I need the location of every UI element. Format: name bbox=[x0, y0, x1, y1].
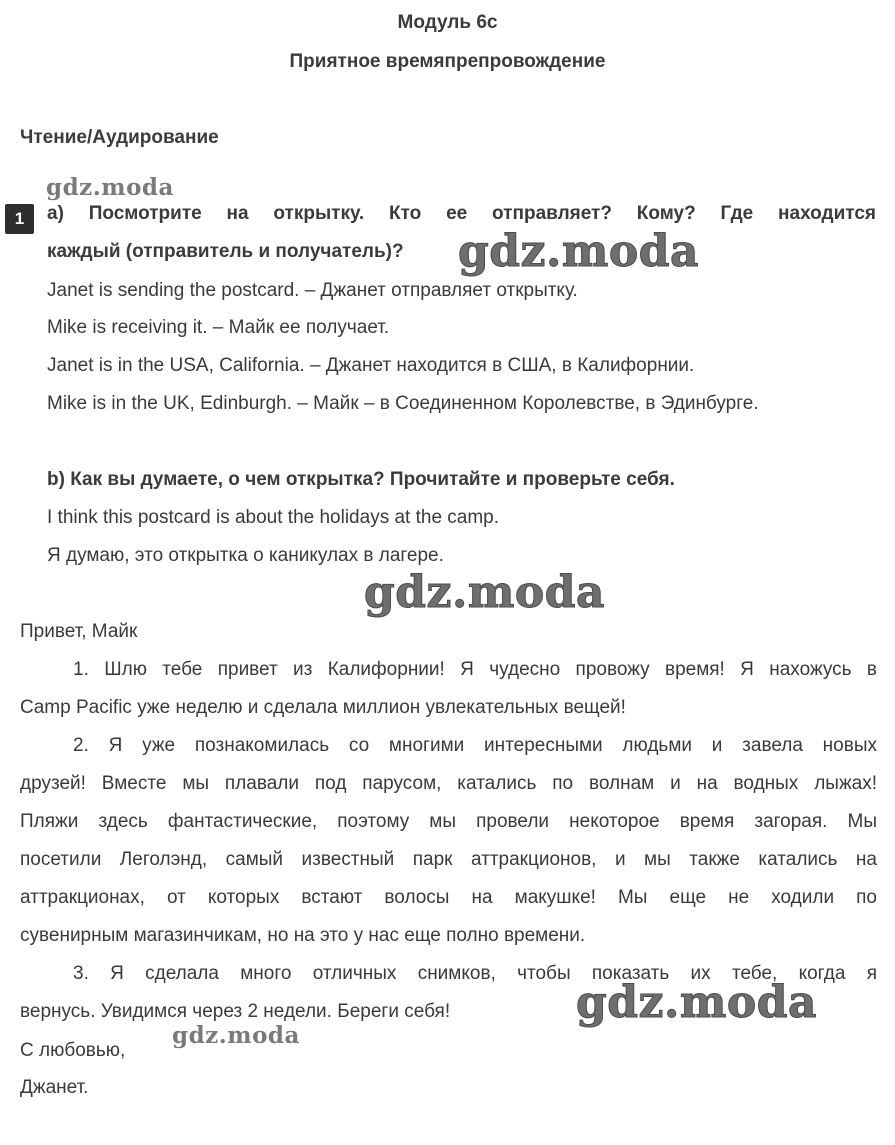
watermark: gdz.moda bbox=[576, 977, 818, 1028]
letter-p2-line-3: Пляжи здесь фантастические, поэтому мы провели некоторое время загорая. Мы bbox=[20, 811, 877, 832]
letter-p2-line-5: аттракционах, от которых встают волосы на макушке! Мы еще не ходили по bbox=[20, 887, 877, 908]
letter-p1-line-2: Camp Pacific уже неделю и сделала миллион увлекательных вещей! bbox=[20, 697, 626, 718]
letter-p3-line-1: 3. Я сделала много отличных снимков, чтобы показать их тебе, когда я bbox=[73, 963, 877, 984]
task-a-line-2: каждый (отправитель и получатель)? bbox=[47, 241, 404, 262]
task-b: b) Как вы думаете, о чем открытка? Прочитайте и проверьте себя. bbox=[47, 469, 675, 490]
watermark: gdz.moda bbox=[364, 567, 606, 618]
letter-p2-line-4: посетили Леголэнд, самый известный парк аттракционов, и мы также катались на bbox=[20, 849, 877, 870]
watermark: gdz.moda bbox=[172, 1022, 300, 1049]
letter-signature: Джанет. bbox=[20, 1077, 89, 1098]
answer-a-3: Janet is in the USA, California. – Джанет находится в США, в Калифорнии. bbox=[47, 355, 695, 376]
answer-a-2: Mike is receiving it. – Майк ее получает. bbox=[47, 317, 390, 338]
answer-a-1: Janet is sending the postcard. – Джанет отправляет открытку. bbox=[47, 280, 578, 301]
letter-greeting: Привет, Майк bbox=[20, 621, 138, 642]
task-a-line-1: a) Посмотрите на открытку. Кто ее отправляет? Кому? Где находится bbox=[47, 203, 876, 224]
section-title: Чтение/Аудирование bbox=[20, 127, 219, 148]
watermark: gdz.moda bbox=[458, 226, 700, 277]
answer-a-4: Mike is in the UK, Edinburgh. – Майк – в Соединенном Королевстве, в Эдинбурге. bbox=[47, 393, 759, 414]
module-title: Модуль 6с bbox=[397, 12, 498, 33]
topic-title: Приятное времяпрепровождение bbox=[289, 51, 606, 72]
letter-p2-line-1: 2. Я уже познакомилась со многими интересными людьми и завела новых bbox=[73, 735, 877, 756]
letter-closing: С любовью, bbox=[20, 1040, 126, 1061]
answer-b-2: Я думаю, это открытка о каникулах в лагере. bbox=[47, 545, 444, 566]
exercise-number-badge: 1 bbox=[5, 204, 34, 234]
letter-p2-line-6: сувенирным магазинчикам, но на это у нас еще полно времени. bbox=[20, 925, 586, 946]
answer-b-1: I think this postcard is about the holidays at the camp. bbox=[47, 507, 500, 528]
letter-p2-line-2: друзей! Вместе мы плавали под парусом, катались по волнам и на водных лыжах! bbox=[20, 773, 877, 794]
letter-p3-line-2: вернусь. Увидимся через 2 недели. Береги себя! bbox=[20, 1001, 451, 1022]
watermark: gdz.moda bbox=[46, 174, 174, 201]
letter-p1-line-1: 1. Шлю тебе привет из Калифорнии! Я чудесно провожу время! Я нахожусь в bbox=[73, 659, 877, 680]
